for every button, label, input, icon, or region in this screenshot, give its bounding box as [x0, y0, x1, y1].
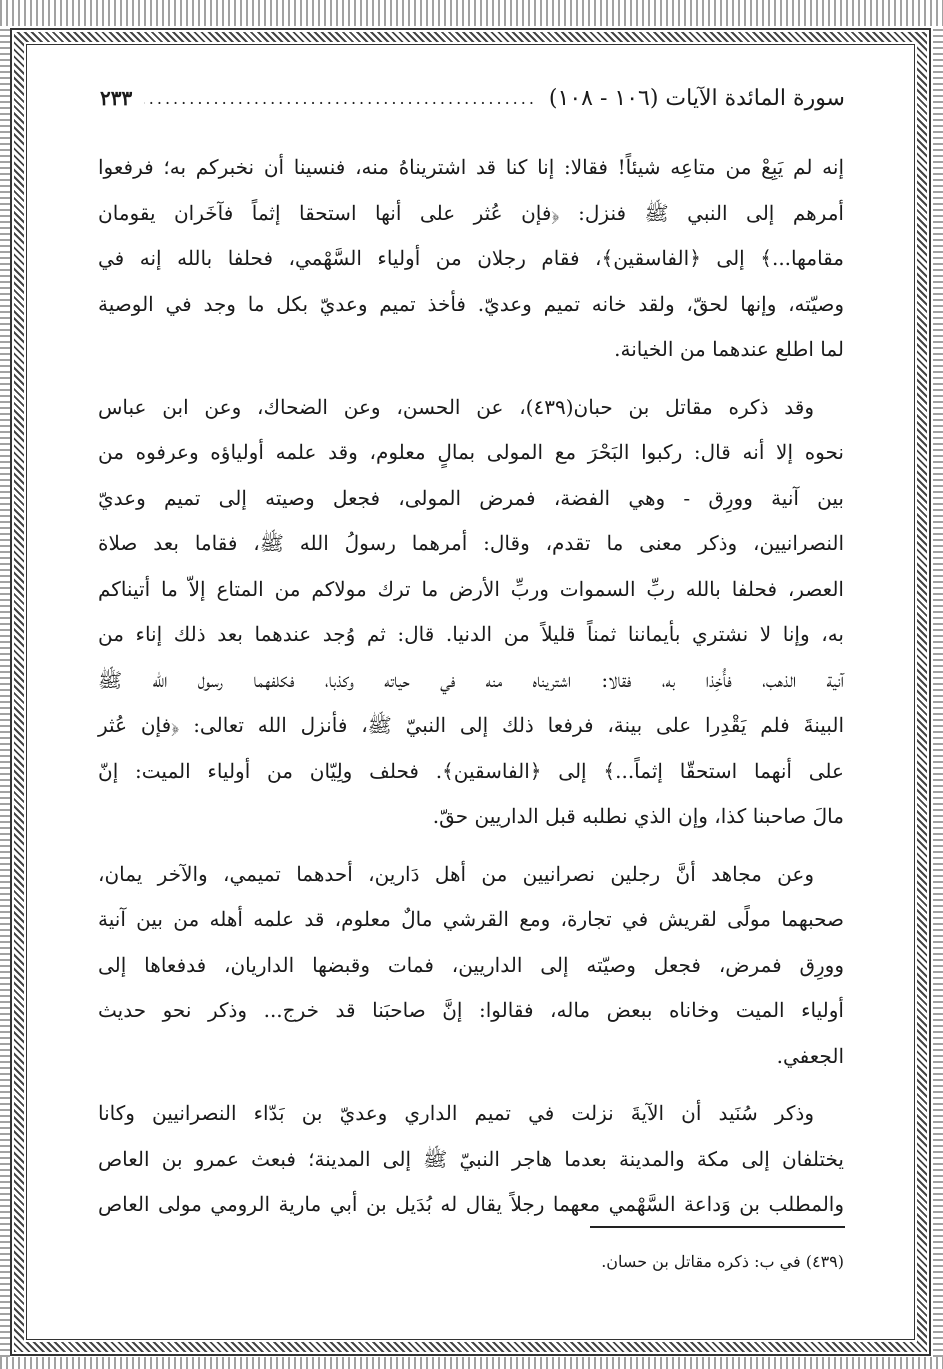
- text-line: الجعفي.: [776, 1043, 844, 1068]
- text-line: لما اطلع عندهما من الخيانة.: [614, 337, 844, 361]
- text-line: وصيّته، وإنها لحقّ، ولقد خانه تميم وعديّ. فأخذ تميم وعديّ بكل ما وجد في الوصية: [98, 291, 844, 316]
- text-line: به، وإنا لا نشتري بأيماننا ثمناً قليلاً من الدنيا. قال: ثم وُجد عندهما بعد ذلك إناء من: [98, 622, 844, 646]
- paragraph-3: [98, 852, 844, 1080]
- bottom-ornament: [0, 1357, 943, 1369]
- text-line: يختلفان إلى مكة والمدينة بعدما هاجر النبيّ ﷺ إلى المدينة؛ فبعث عمرو بن العاص: [98, 1146, 844, 1171]
- surah-title: سورة المائدة الآيات (١٠٦ - ١٠٨): [548, 85, 845, 111]
- paragraph-1: [98, 145, 844, 373]
- right-ornament: [933, 26, 943, 1357]
- text-line: إنه لم يَبِعْ من متاعِه شيئاً! فقالا: إنا كنا قد اشتريناهُ منه، فنسينا أن نخبركم به؛ فرفعوا: [98, 155, 844, 179]
- text-line: والمطلب بن وَداعة السَّهْمي معهما رجلاً يقال له بُدَيل بن أبي مارية الرومي مولى العاص: [98, 1192, 844, 1216]
- page-number: ٢٣٣: [100, 86, 133, 110]
- text-line: مالَ صاحبنا كذا، وإن الذي نطلبه قبل الداريين حقّ.: [432, 804, 844, 828]
- text-line: صحبهما مولًى لقريش في تجارة، ومع القرشي مالٌ معلوم، قد علمه أهله من بين آنية: [98, 907, 844, 931]
- text-line: نحوه إلا أنه قال: ركبوا البَحْرَ مع المولى بمالٍ معلوم، وقد علمه أولياؤه وعرفوه من: [98, 440, 844, 464]
- footnote-rule: [590, 1226, 845, 1228]
- footnote: (٤٣٩) في ب: ذكره مقاتل بن حسان.: [601, 1252, 844, 1271]
- text-line: العصر، فحلفا بالله ربِّ السموات وربِّ الأرض ما ترك مولاكم من المتاع إلاّ ما أتيناكم: [98, 576, 844, 601]
- top-ornament: [0, 0, 943, 26]
- text-line: بين آنية وورِق - وهي الفضة، فمرض المولى، فجعل وصيته إلى تميم وعديّ: [98, 485, 844, 510]
- paragraph-2: [98, 385, 844, 840]
- text-line: مقامها...﴾ إلى ﴿الفاسقين﴾، فقام رجلان من أولياء السَّهْمي، فحلفا بالله إنه في: [98, 246, 844, 270]
- left-ornament: [0, 26, 10, 1357]
- text-line: النصرانيين، وذكر معنى ما تقدم، وقال: أمرهما رسولُ الله ﷺ، فقاما بعد صلاة: [98, 531, 844, 555]
- running-head: [100, 80, 845, 116]
- text-line: آنية الذهب، فأُخِذا به، فقالا: اشتريناه منه في حياته وكذبا، فكلفهما رسول الله ﷺ: [98, 667, 844, 692]
- text-line: أولياء الميت وخاناه ببعض ماله، فقالوا: إنَّ صاحبَنا قد خرج... وذكر نحو حديث: [98, 998, 844, 1022]
- text-line: وورِق فمرض، فجعل وصيّته إلى الداريين، فمات وقبضها الداريان، فدفعاها إلى: [98, 952, 844, 977]
- paragraph-4: [98, 1091, 844, 1228]
- text-line: وعن مجاهد أنَّ رجلين نصرانيين من أهل دَارين، أحدهما تميمي، والآخر يمان،: [98, 861, 814, 886]
- text-line: على أنهما استحقّا إثماً...﴾ إلى ﴿الفاسقين﴾. فحلف ولِيّان من أولياء الميت: إنّ: [98, 758, 844, 783]
- text-line: وقد ذكره مقاتل بن حبان(٤٣٩)، عن الحسن، وعن الضحاك، وعن ابن عباس: [98, 394, 814, 419]
- text-line: أمرهم إلى النبي ﷺ فنزل: ﴿فإن عُثر على أنها استحقا إثماً فآخَران يقومان: [98, 200, 844, 225]
- leader-dots: [144, 89, 537, 108]
- body-text: [98, 145, 844, 1240]
- text-line: البينةَ فلم يَقْدِرا على بينة، فرفعا ذلك إلى النبيّ ﷺ، فأنزل الله تعالى: ﴿فإن عُثر: [98, 713, 844, 737]
- text-line: وذكر سُنَيد أن الآيةَ نزلت في تميم الداري وعديّ بن بَدّاء النصرانيين وكانا: [98, 1101, 814, 1125]
